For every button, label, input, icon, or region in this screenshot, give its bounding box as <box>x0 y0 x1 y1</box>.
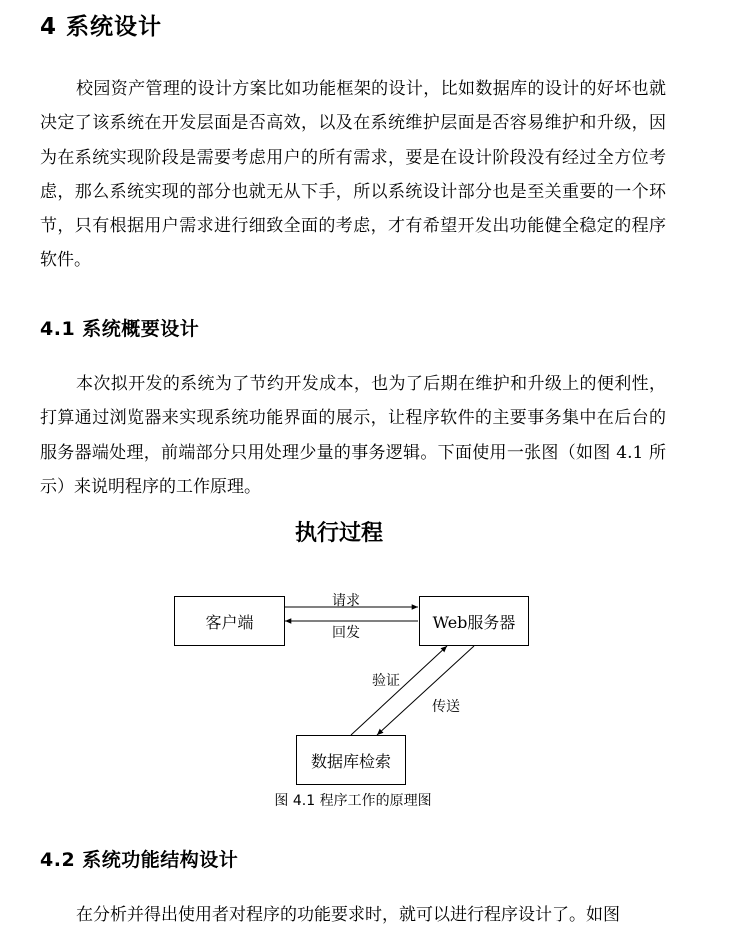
database-node: 数据库检索 <box>296 735 406 785</box>
figure-caption: 图 4.1 程序工作的原理图 <box>274 793 432 809</box>
server-node: Web服务器 <box>419 596 529 646</box>
verify-arrow <box>351 646 447 735</box>
client-node: 客户端 <box>174 596 285 646</box>
transmit-arrow <box>377 646 474 735</box>
response-label: 回发 <box>332 625 360 641</box>
figure-title: 执行过程 <box>294 521 383 546</box>
verify-label: 验证 <box>372 673 400 689</box>
section-paragraph: 校园资产管理的设计方案比如功能框架的设计，比如数据库的设计的好坏也就决定了该系统在开发层面是否高效，以及在系统维护层面是否容易维护和升级，因为在系统实现阶段是需要考虑用户的所有需求，要是在设计阶段没有经过全方位考虑，那么系统实现的部分也就无从下手，所以系统设计部分也是至关重要的一个环节，只有根据用户需求进行细致全面的考虑，才有希望开发出功能健全稳定的程序软件。 <box>40 79 666 271</box>
request-label: 请求 <box>332 593 360 609</box>
section-heading: 4 系统设计 <box>40 14 163 40</box>
transmit-label: 传送 <box>432 699 460 715</box>
subsection-heading-4-1: 4.1 系统概要设计 <box>40 318 200 340</box>
subsection-paragraph-4-1: 本次拟开发的系统为了节约开发成本，也为了后期在维护和升级上的便利性，打算通过浏览器来实现系统功能界面的展示，让程序软件的主要事务集中在后台的服务器端处理，前端部分只用处理少量的事务逻辑。下面使用一张图（如图 4.1 所示）来说明程序的工作原理。 <box>40 374 666 497</box>
subsection-heading-4-2: 4.2 系统功能结构设计 <box>40 849 239 871</box>
subsection-paragraph-4-2: 在分析并得出使用者对程序的功能要求时，就可以进行程序设计了。如图 <box>76 905 620 925</box>
